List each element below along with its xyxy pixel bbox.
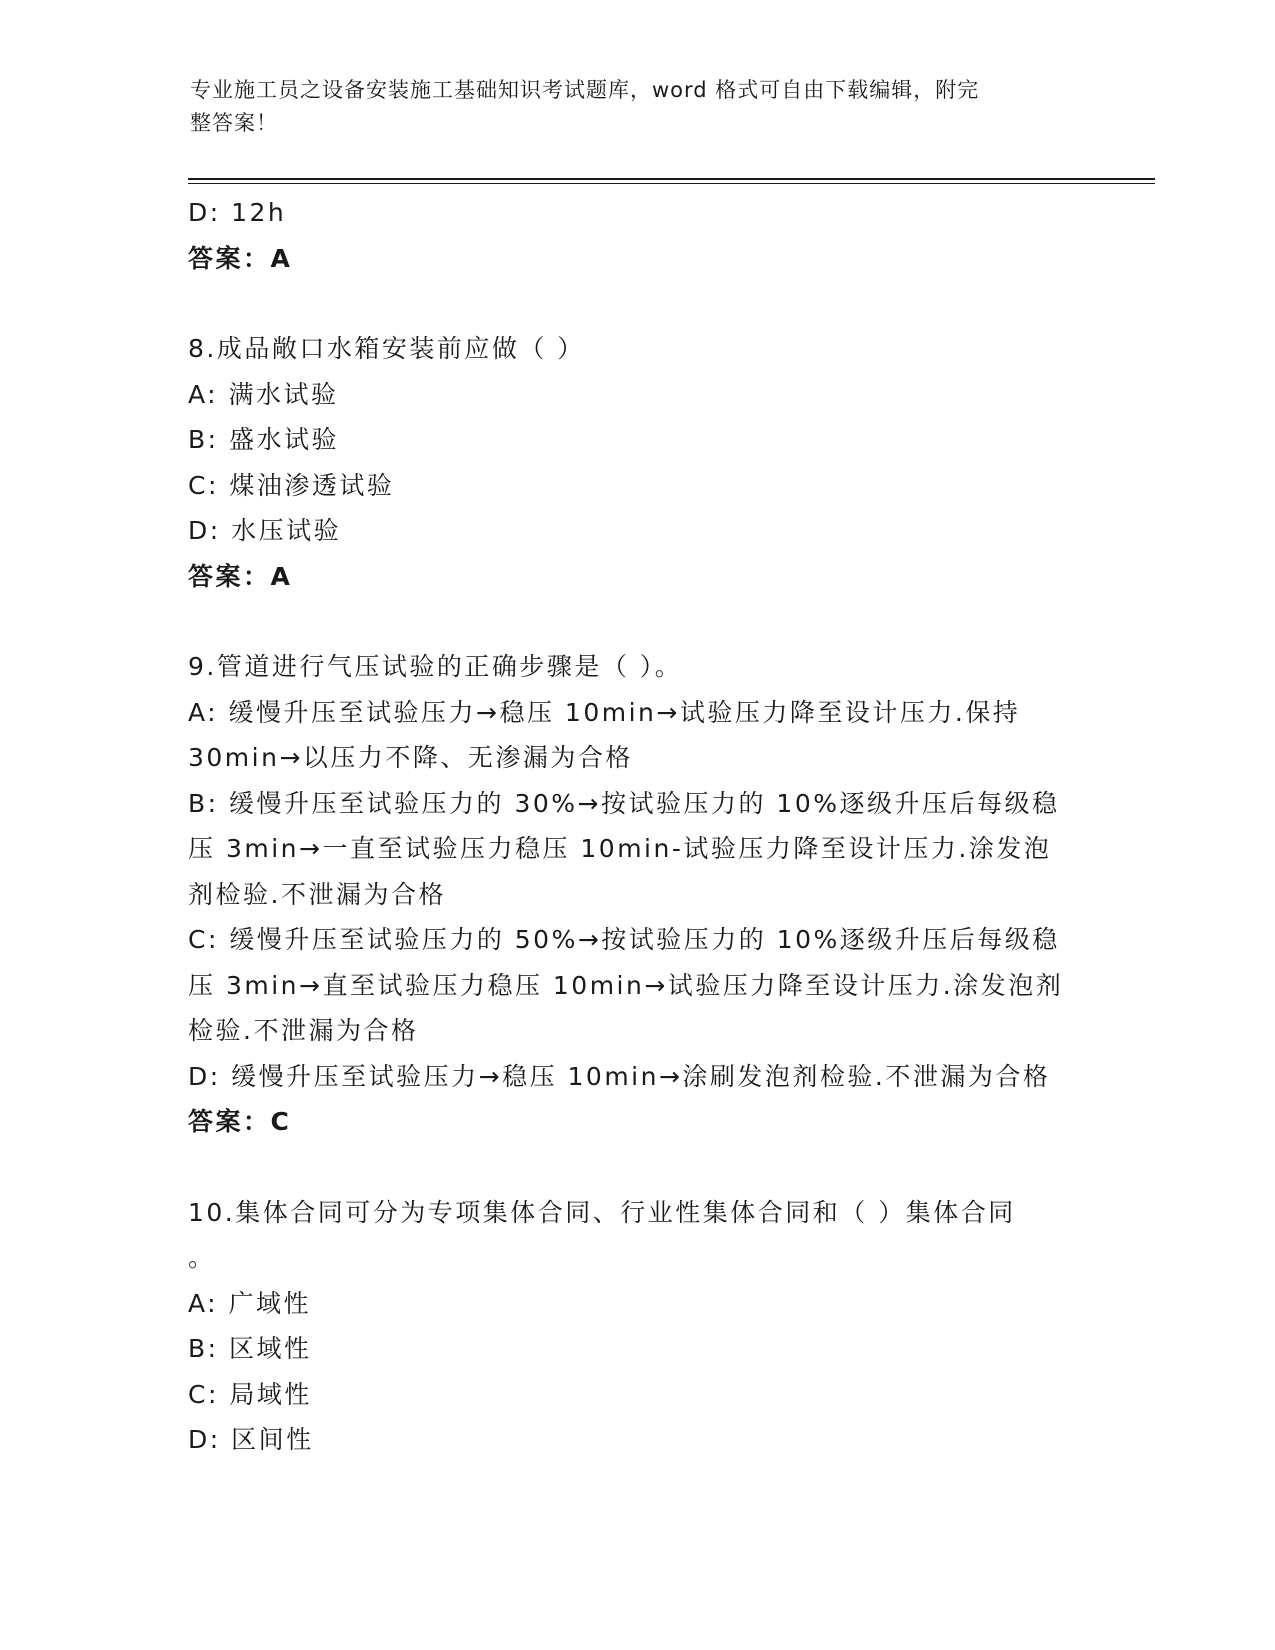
option-a: A: 广域性 — [188, 1288, 312, 1318]
header-line-1: 专业施工员之设备安装施工基础知识考试题库，word 格式可自由下载编辑，附完 — [190, 78, 980, 102]
question-stem: 9.管道进行气压试验的正确步骤是（ ）。 — [188, 652, 683, 681]
option-b-line-3: 剂检验.不泄漏为合格 — [188, 879, 446, 909]
document-header — [190, 74, 1070, 140]
answer-label: 答案：C — [188, 1107, 292, 1136]
option-d: D: 12h — [188, 198, 287, 227]
question-10 — [188, 1190, 1088, 1463]
option-c: C: 煤油渗透试验 — [188, 470, 395, 500]
question-stem: 8.成品敞口水箱安装前应做（ ） — [188, 334, 585, 363]
option-a: A: 满水试验 — [188, 379, 339, 409]
option-c-line-2: 压 3min→直至试验压力稳压 10min→试验压力降至设计压力.涂发泡剂 — [188, 970, 1064, 1000]
option-b-line-1: B: 缓慢升压至试验压力的 30%→按试验压力的 10%逐级升压后每级稳 — [188, 788, 1060, 818]
option-d: D: 区间性 — [188, 1425, 314, 1454]
option-a-line-2: 30min→以压力不降、无渗漏为合格 — [188, 743, 633, 772]
question-content — [188, 190, 1088, 1463]
option-b: B: 盛水试验 — [188, 425, 340, 454]
option-c: C: 局域性 — [188, 1379, 312, 1409]
header-divider-thin — [188, 183, 1155, 184]
previous-question-tail — [188, 190, 1088, 281]
option-c-line-1: C: 缓慢升压至试验压力的 50%→按试验压力的 10%逐级升压后每级稳 — [188, 925, 1060, 954]
question-stem-line-2: 。 — [188, 1243, 216, 1272]
header-line-2: 整答案！ — [190, 111, 278, 135]
header-divider-thick — [188, 178, 1155, 180]
option-a-line-1: A: 缓慢升压至试验压力→稳压 10min→试验压力降至设计压力.保持 — [188, 697, 1021, 727]
question-stem-line-1: 10.集体合同可分为专项集体合同、行业性集体合同和（ ）集体合同 — [188, 1197, 1016, 1227]
spacer — [188, 281, 1088, 326]
option-c-line-3: 检验.不泄漏为合格 — [188, 1016, 419, 1045]
option-b-line-2: 压 3min→一直至试验压力稳压 10min-试验压力降至设计压力.涂发泡 — [188, 834, 1052, 863]
spacer — [188, 1145, 1088, 1190]
answer-label: 答案：A — [188, 243, 293, 273]
option-b: B: 区域性 — [188, 1334, 312, 1363]
question-8 — [188, 326, 1088, 599]
answer-label: 答案：A — [188, 561, 293, 591]
question-9 — [188, 644, 1088, 1145]
option-d: D: 缓慢升压至试验压力→稳压 10min→涂刷发泡剂检验.不泄漏为合格 — [188, 1061, 1051, 1091]
spacer — [188, 599, 1088, 644]
option-d: D: 水压试验 — [188, 516, 342, 545]
